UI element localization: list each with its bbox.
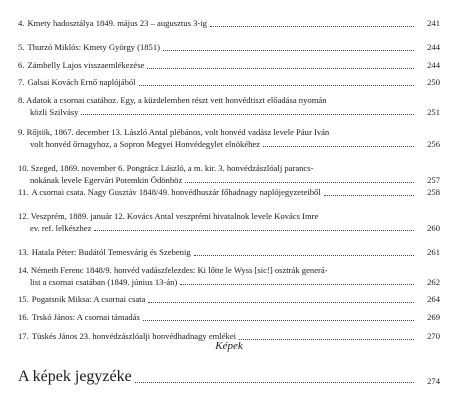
toc-entry-number: 8. (18, 95, 25, 105)
dot-leader (94, 230, 414, 231)
toc-entry-number: 11. (18, 187, 29, 197)
images-list-text: A képek jegyzéke (18, 367, 132, 385)
toc-entry-continuation: ev. ref. lelkészhez (30, 222, 92, 233)
dot-leader (180, 284, 414, 285)
toc-entry-page: 256 (427, 138, 440, 149)
toc-entry-page: 244 (427, 42, 440, 52)
toc-entry-title: Trskó János: A csornai támadás (31, 312, 140, 322)
dot-leader (147, 68, 414, 69)
toc-entry-number: 12. (18, 211, 29, 221)
toc-entry (18, 42, 440, 54)
toc-entry-number: 4. (18, 18, 25, 28)
toc-entry-number: 10. (18, 163, 29, 173)
toc-entry-number: 6. (18, 60, 25, 70)
toc-entry-page: 250 (427, 77, 440, 87)
toc-entry-page: 262 (427, 276, 440, 287)
dot-leader (148, 302, 414, 303)
toc-entry-title: A csornai csata. Nagy Gusztáv 1848/49. honvédhuszár főhadnagy naplójegyzeteiből (31, 187, 321, 197)
images-list-entry (18, 367, 440, 386)
dot-leader (81, 114, 414, 115)
toc-entry-title: Galsai Kovách Ernő naplójából (27, 77, 136, 87)
toc-entry-page: 260 (427, 222, 440, 233)
toc-entry-number: 13. (18, 247, 29, 257)
toc-entry-title: Rőjtök, 1867. december 13. László Antal plébános, volt honvéd vadász levele Páur Iván (26, 127, 330, 137)
toc-entry-number: 17. (18, 331, 29, 341)
toc-entry-page: 269 (427, 312, 440, 322)
toc-entry (18, 247, 440, 259)
toc-entry (18, 211, 440, 234)
toc-entry-page: 251 (427, 106, 440, 117)
toc-entry (18, 60, 440, 72)
toc-entry-continuation: közli Szilvásy (30, 106, 79, 117)
toc-entry-title: Németh Ferenc 1848/9. honvéd vadászfelezdes: Ki lőtte le Wyss [sic!] osztrák generá- (30, 265, 328, 275)
toc-entry-title: Adatok a csornai csatához. Egy, a küzdelemben részt vett honvédtiszt előadása nyomán (26, 95, 327, 105)
dot-leader (143, 320, 414, 321)
toc-entry-page: 261 (427, 247, 440, 257)
toc-entry-page: 258 (427, 187, 440, 197)
toc-entry-continuation: volt honvéd őrnagyhoz, a Sopron Megyei Honvédegylet elnökéhez (30, 138, 261, 149)
toc-entry-page: 270 (427, 331, 440, 341)
toc-entry (18, 294, 440, 306)
toc-entry (18, 95, 440, 118)
toc-entry-number: 9. (18, 127, 25, 137)
dot-leader (324, 195, 414, 196)
toc-entry-number: 16. (18, 312, 29, 322)
dot-leader (194, 255, 414, 256)
toc-entry (18, 163, 440, 186)
toc-entry-title: Pogatsnik Miksa: A csornai csata (31, 294, 146, 304)
toc-entry-title: Kmety hadosztálya 1849. május 23 – augusztus 3-ig (27, 18, 207, 28)
dot-leader (210, 26, 414, 27)
toc-entry (18, 312, 440, 324)
toc-entry-title: Tüskés János 23. honvédzászlóalji honvédhadnagy emlékei (31, 331, 237, 341)
toc-entry-title: Hatala Péter: Budától Temesvárig és Szebenig (31, 247, 191, 257)
toc-entry-page: 241 (427, 18, 440, 28)
toc-entry (18, 127, 440, 150)
toc-entry (18, 77, 440, 89)
toc-entry-continuation: list a csornai csatában (1849. június 13-án) (30, 276, 178, 287)
toc-entry (18, 187, 440, 199)
toc-entry-title: Zámbelly Lajos visszaemlékezése (27, 60, 145, 70)
toc-entry-page: 264 (427, 294, 440, 304)
dot-leader (185, 182, 414, 183)
images-list-page: 274 (427, 375, 440, 386)
toc-entry (18, 18, 440, 30)
toc-entry (18, 265, 440, 288)
toc-entry-title: Szeged, 1869. november 6. Pongrácz László, a m. kir. 3. honvédzászlóalj parancs- (30, 163, 314, 173)
toc-entry-number: 15. (18, 294, 29, 304)
toc-entry-continuation: nokának levele Egervári Potemkin Ödönhöz (30, 174, 183, 185)
section-title: Képek (215, 340, 243, 352)
toc-entry-page: 257 (427, 174, 440, 185)
dot-leader (135, 382, 414, 383)
toc-entry-page: 244 (427, 60, 440, 70)
toc-entry-title: Thurzó Miklós: Kmety György (1851) (27, 42, 161, 52)
toc-entry-number: 5. (18, 42, 25, 52)
toc-entry-number: 14. (18, 265, 29, 275)
toc-entry-title: Veszprém, 1889. január 12. Kovács Antal veszprémi hivatalnok levele Kovács Imre (30, 211, 319, 221)
dot-leader (263, 146, 414, 147)
dot-leader (163, 50, 414, 51)
dot-leader (139, 85, 414, 86)
toc-entry-number: 7. (18, 77, 25, 87)
